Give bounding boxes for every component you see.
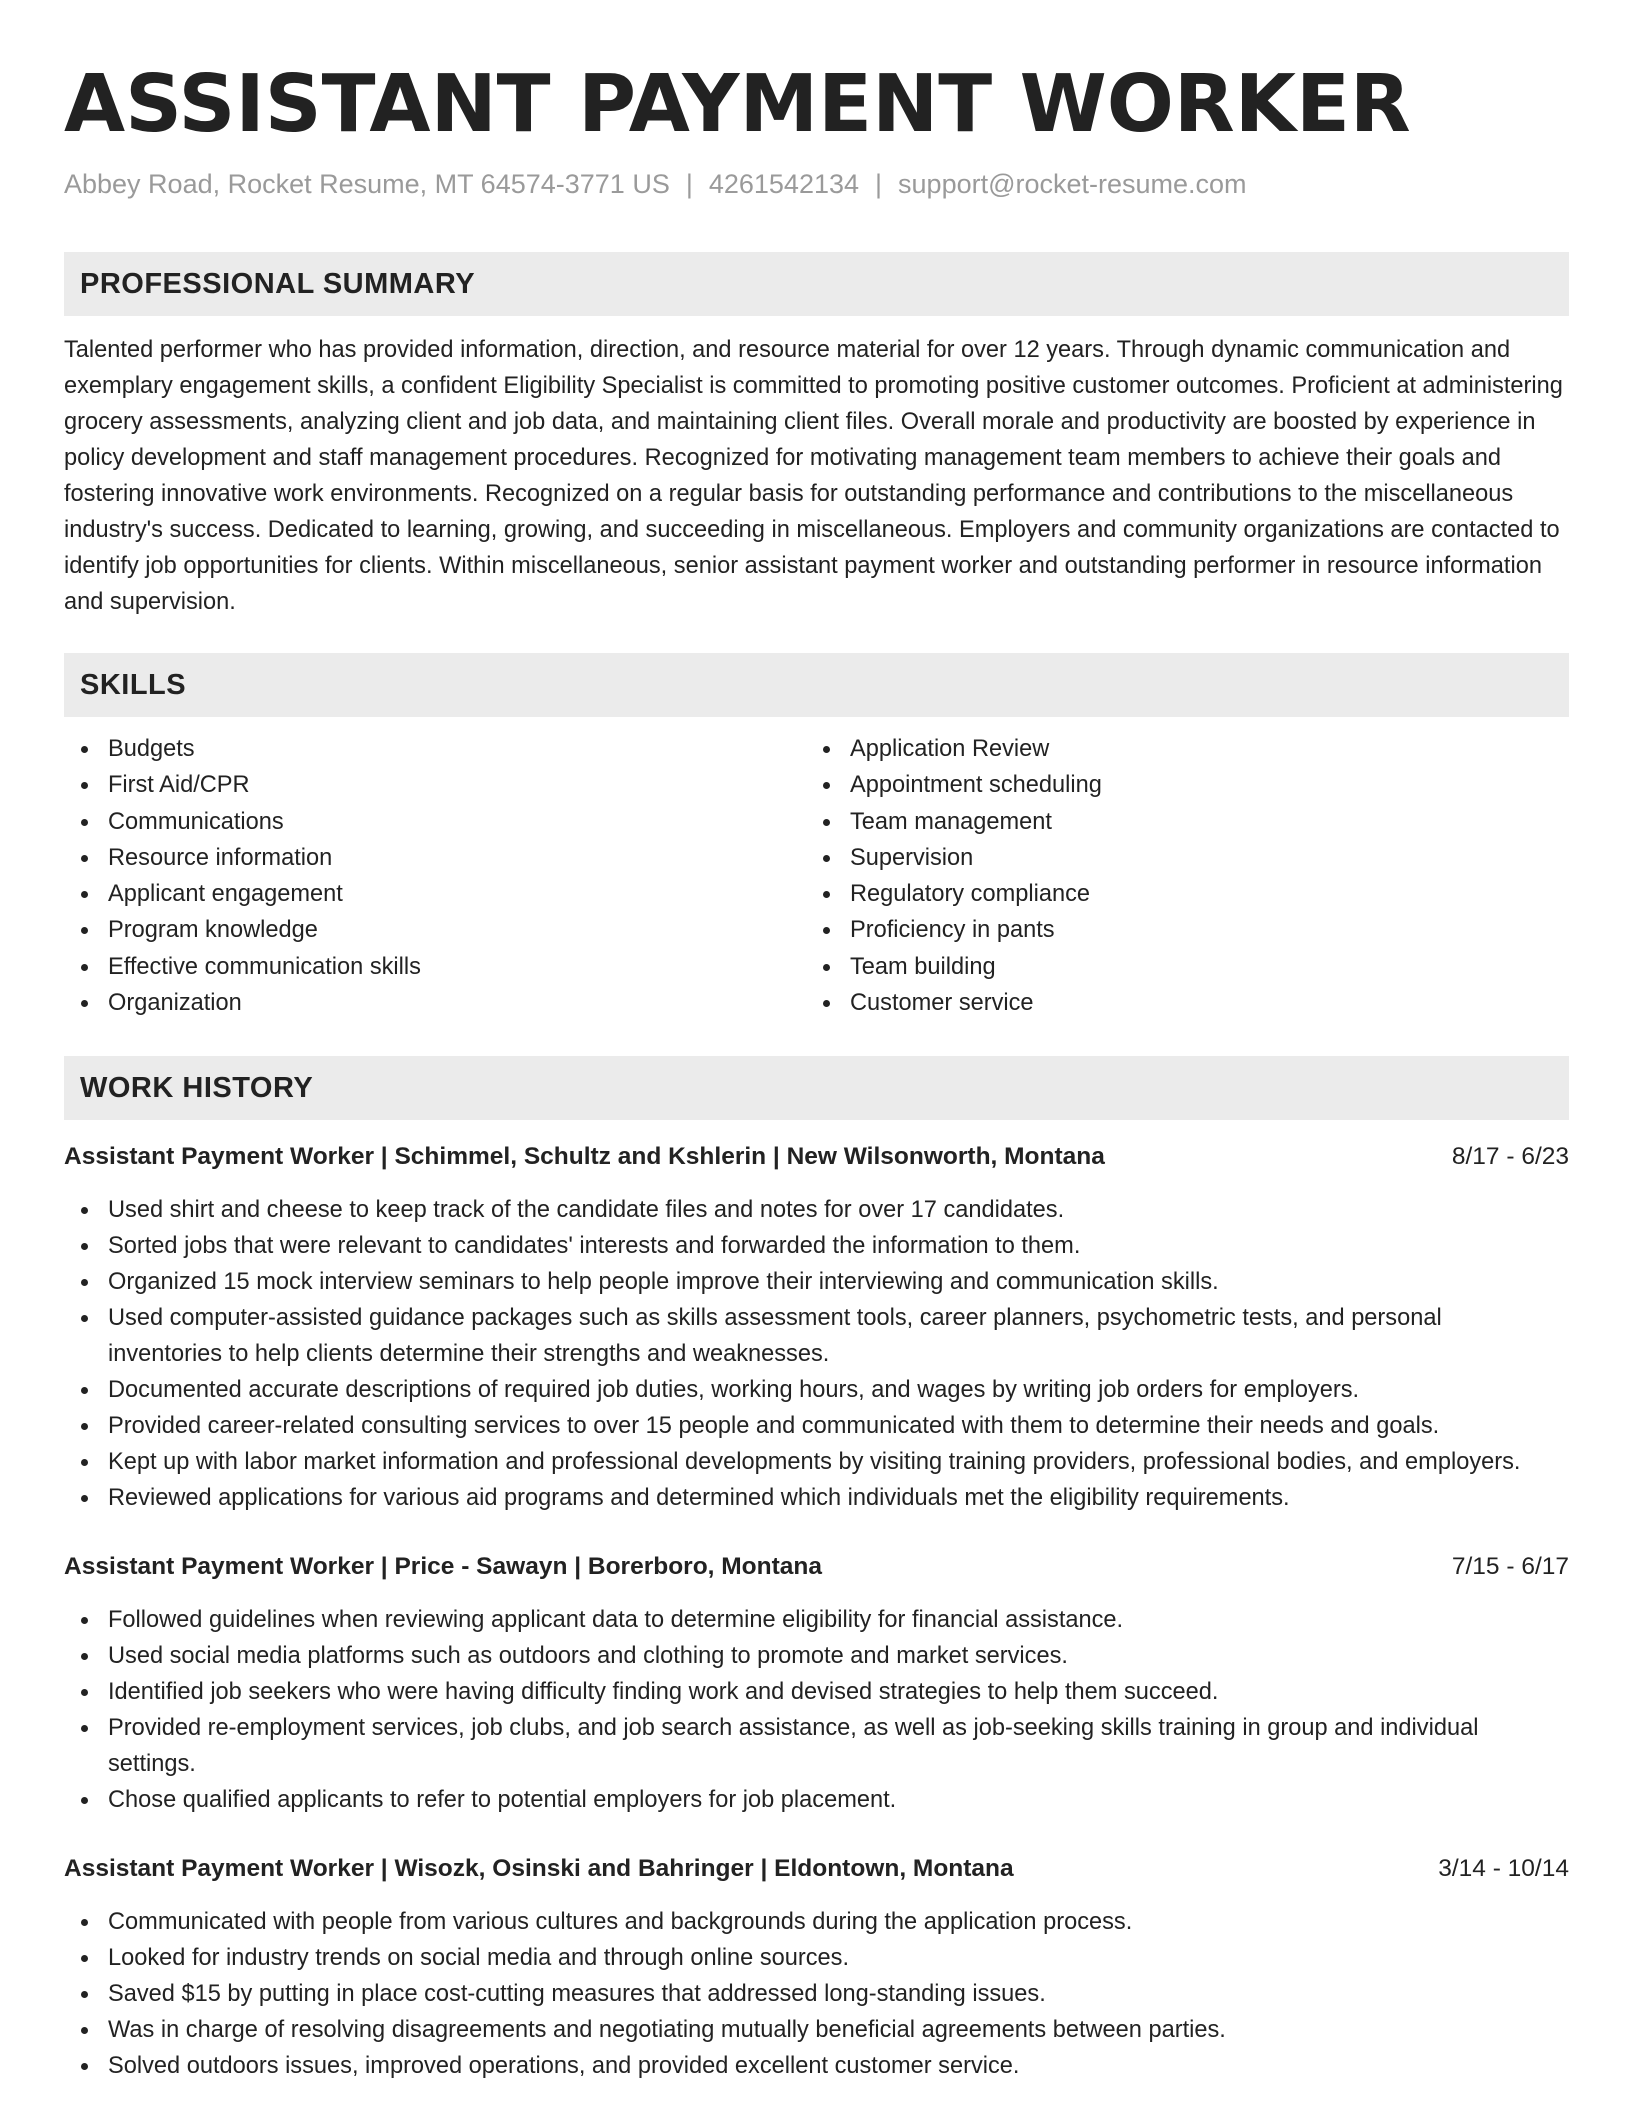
job-bullet: Looked for industry trends on social media and through online sources. xyxy=(108,1940,1569,1976)
job-title: Assistant Payment Worker | Schimmel, Schultz and Kshlerin | New Wilsonworth, Montana xyxy=(64,1143,1105,1171)
job-header xyxy=(64,1852,1569,1886)
job-bullet: Identified job seekers who were having difficulty finding work and devised strategies to help them succeed. xyxy=(108,1674,1569,1710)
skill-item: Customer service xyxy=(850,985,1548,1021)
skill-item: Supervision xyxy=(850,840,1548,876)
skill-item: Budgets xyxy=(108,731,806,767)
job-bullet: Provided career-related consulting services to over 15 people and communicated with them to determine their needs and goals. xyxy=(108,1408,1569,1444)
skill-item: Application Review xyxy=(850,731,1548,767)
skill-item: Resource information xyxy=(108,840,806,876)
skill-item: Communications xyxy=(108,804,806,840)
job-bullet: Provided re-employment services, job clubs, and job search assistance, as well as job-seeking skills training in group and individual settings. xyxy=(108,1710,1569,1782)
job-bullet: Kept up with labor market information and professional developments by visiting training providers, professional bodies, and employers. xyxy=(108,1444,1569,1480)
job-bullet: Saved $15 by putting in place cost-cutting measures that addressed long-standing issues. xyxy=(108,1976,1569,2012)
job-dates: 7/15 - 6/17 xyxy=(1451,1553,1569,1581)
job-bullet: Organized 15 mock interview seminars to help people improve their interviewing and communication skills. xyxy=(108,1264,1569,1300)
skill-item: Appointment scheduling xyxy=(850,767,1548,803)
job-dates: 8/17 - 6/23 xyxy=(1451,1143,1569,1171)
job-bullet: Reviewed applications for various aid programs and determined which individuals met the eligibility requirements. xyxy=(108,1480,1569,1516)
job-bullet: Used shirt and cheese to keep track of the candidate files and notes for over 17 candidates. xyxy=(108,1192,1569,1228)
job-entry xyxy=(64,1140,1569,1516)
job-entry xyxy=(64,1550,1569,1818)
work-history-heading: WORK HISTORY xyxy=(80,1071,314,1104)
job-bullet: Was in charge of resolving disagreements and negotiating mutually beneficial agreements between parties. xyxy=(108,2012,1569,2048)
skill-item: Effective communication skills xyxy=(108,949,806,985)
job-bullet: Chose qualified applicants to refer to potential employers for job placement. xyxy=(108,1782,1569,1818)
contact-address: Abbey Road, Rocket Resume, MT 64574-3771 US xyxy=(64,169,670,199)
job-bullet: Followed guidelines when reviewing applicant data to determine eligibility for financial assistance. xyxy=(108,1602,1569,1638)
job-bullet: Sorted jobs that were relevant to candidates' interests and forwarded the information to them. xyxy=(108,1228,1569,1264)
candidate-name: ASSISTANT PAYMENT WORKER xyxy=(64,58,1411,150)
job-dates: 3/14 - 10/14 xyxy=(1438,1855,1569,1883)
job-bullet: Communicated with people from various cultures and backgrounds during the application process. xyxy=(108,1904,1569,1940)
contact-separator: | xyxy=(685,169,693,199)
work-history-list xyxy=(64,1140,1569,2084)
skill-item: Applicant engagement xyxy=(108,876,806,912)
job-bullet: Used social media platforms such as outdoors and clothing to promote and market services. xyxy=(108,1638,1569,1674)
job-bullet-list xyxy=(64,1192,1569,1516)
summary-section-header xyxy=(64,252,1569,316)
resume-page xyxy=(64,56,1569,2084)
job-bullet-list xyxy=(64,1904,1569,2084)
contact-line xyxy=(64,166,1569,202)
skills-list-right xyxy=(806,731,1548,1021)
skill-item: First Aid/CPR xyxy=(108,767,806,803)
job-bullet: Used computer-assisted guidance packages such as skills assessment tools, career planners, psychometric tests, and personal inventories to help clients determine their strengths and weaknesses. xyxy=(108,1300,1569,1372)
skill-item: Team building xyxy=(850,949,1548,985)
skills-grid xyxy=(64,731,1569,1021)
job-bullet: Documented accurate descriptions of required job duties, working hours, and wages by writing job orders for employers. xyxy=(108,1372,1569,1408)
job-entry xyxy=(64,1852,1569,2084)
skill-item: Organization xyxy=(108,985,806,1021)
contact-email: support@rocket-resume.com xyxy=(898,169,1247,199)
job-header xyxy=(64,1140,1569,1174)
skill-item: Proficiency in pants xyxy=(850,912,1548,948)
skills-section-header xyxy=(64,653,1569,717)
job-bullet: Solved outdoors issues, improved operations, and provided excellent customer service. xyxy=(108,2048,1569,2084)
job-bullet-list xyxy=(64,1602,1569,1818)
job-header xyxy=(64,1550,1569,1584)
contact-separator: | xyxy=(875,169,883,199)
job-title: Assistant Payment Worker | Wisozk, Osinski and Bahringer | Eldontown, Montana xyxy=(64,1855,1014,1883)
skill-item: Team management xyxy=(850,804,1548,840)
skills-heading: SKILLS xyxy=(80,668,187,701)
summary-text: Talented performer who has provided information, direction, and resource material for over 12 years. Through dynamic communication and exemplary engagement skills, a confident Eligibility Specialist is committed to promoting positive customer outcomes. Proficient at administering grocery assessments, analyzing client and job data, and maintaining client files. Overall morale and productivity are boosted by experience in policy development and staff management procedures. Recognized for motivating management team members to achieve their goals and fostering innovative work environments. Recognized on a regular basis for outstanding performance and contributions to the miscellaneous industry's success. Dedicated to learning, growing, and succeeding in miscellaneous. Employers and community organizations are contacted to identify job opportunities for clients. Within miscellaneous, senior assistant payment worker and outstanding performer in resource information and supervision. xyxy=(64,337,1563,615)
job-title: Assistant Payment Worker | Price - Sawayn | Borerboro, Montana xyxy=(64,1553,822,1581)
work-history-section-header xyxy=(64,1056,1569,1120)
contact-phone: 4261542134 xyxy=(708,169,860,199)
skill-item: Regulatory compliance xyxy=(850,876,1548,912)
skill-item: Program knowledge xyxy=(108,912,806,948)
skills-list-left xyxy=(64,731,806,1021)
summary-heading: PROFESSIONAL SUMMARY xyxy=(80,267,476,300)
